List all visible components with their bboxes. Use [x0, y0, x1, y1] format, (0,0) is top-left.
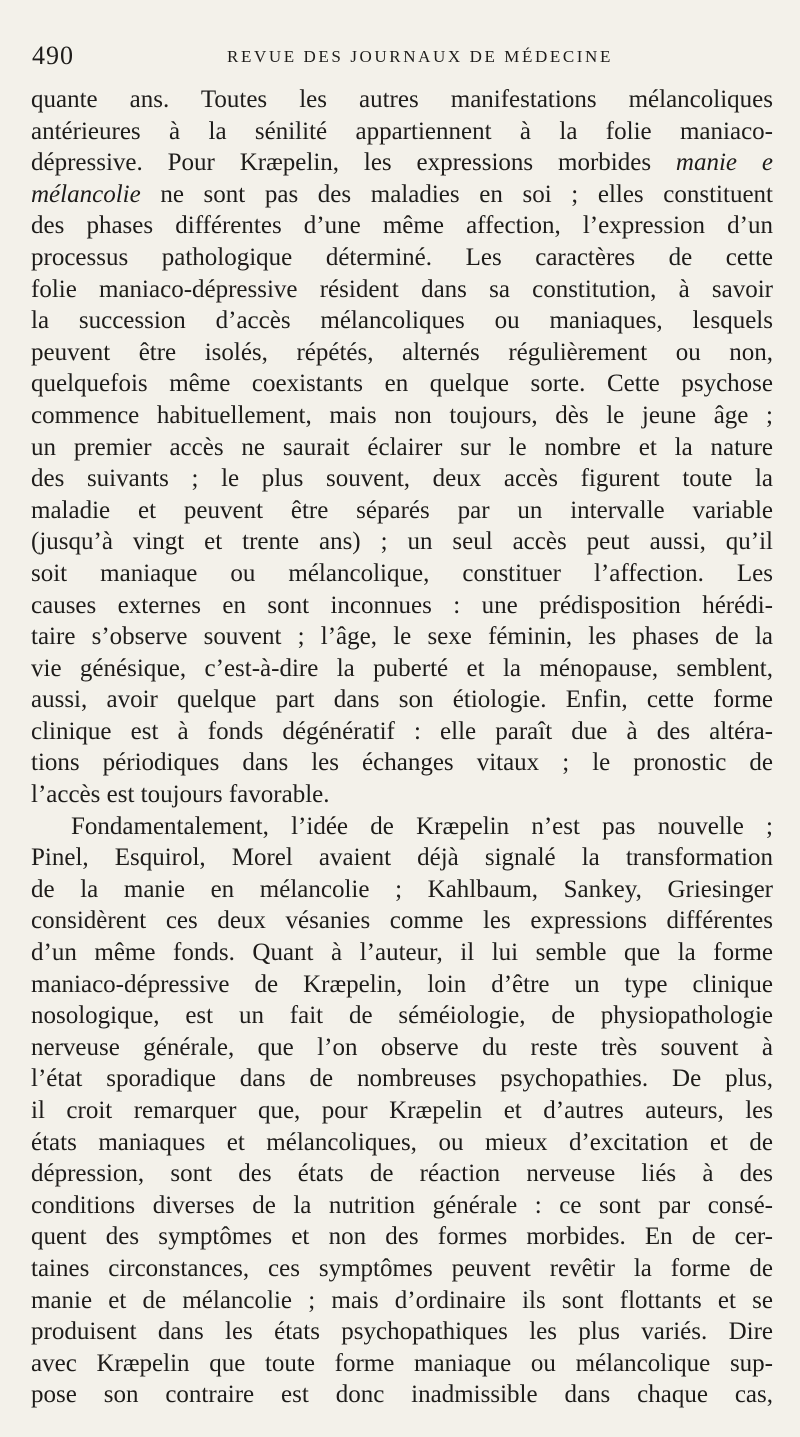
text-line: tions périodiques dans les échanges vitaux ; le pronostic de	[31, 749, 773, 777]
text-line: clinique est à fonds dégénératif : elle paraît due à des altéra-	[31, 717, 773, 745]
text-line: de la manie en mélancolie ; Kahlbaum, Sankey, Griesinger	[31, 875, 773, 903]
text-line: des suivants ; le plus souvent, deux accès figurent toute la	[31, 465, 773, 493]
text-line: Pinel, Esquirol, Morel avaient déjà signalé la transformation	[31, 844, 773, 872]
text-line: antérieures à la sénilité appartiennent à la folie maniaco-	[31, 117, 773, 145]
text-line: quent des symptômes et non des formes morbides. En de cer-	[31, 1223, 773, 1251]
text-line: conditions diverses de la nutrition générale : ce sont par consé-	[31, 1191, 773, 1219]
text-line-rest: ne sont pas des maladies en soi ; elles constituent	[140, 180, 773, 208]
text-line: quante ans. Toutes les autres manifestations mélancoliques	[31, 86, 773, 113]
running-head: REVUE DES JOURNAUX DE MÉDECINE	[227, 47, 613, 66]
page-header	[32, 38, 780, 74]
text-line: la succession d’accès mélancoliques ou maniaques, lesquels	[31, 307, 773, 335]
text-line: processus pathologique déterminé. Les caractères de cette	[31, 243, 773, 271]
text-line: commence habituellement, mais non toujours, dès le jeune âge ;	[31, 401, 773, 429]
text-line: états maniaques et mélancoliques, ou mieux d’excitation et de	[31, 1128, 773, 1156]
text-line: taines circonstances, ces symptômes peuvent revêtir la forme de	[31, 1254, 773, 1282]
paragraph-start-line: Fondamentalement, l’idée de Kræpelin n’est pas nouvelle ;	[71, 812, 773, 840]
text-line: dépression, sont des états de réaction nerveuse liés à des	[31, 1160, 773, 1188]
text-line: il croit remarquer que, pour Kræpelin et d’autres auteurs, les	[31, 1097, 773, 1124]
text-line: l’état sporadique dans de nombreuses psychopathies. De plus,	[31, 1065, 773, 1093]
italic-term-manie: manie e	[675, 149, 773, 177]
text-line	[31, 147, 773, 179]
text-line: causes externes en sont inconnues : une prédisposition hérédi-	[31, 591, 773, 619]
text-line: avec Kræpelin que toute forme maniaque ou mélancolique sup-	[31, 1349, 773, 1377]
text-line: maladie et peuvent être séparés par un intervalle variable	[31, 496, 773, 524]
text-line: pose son contraire est donc inadmissible dans chaque cas,	[31, 1381, 773, 1409]
text-line: aussi, avoir quelque part dans son étiologie. Enfin, cette forme	[31, 686, 773, 714]
text-line: vie génésique, c’est-à-dire la puberté et la ménopause, semblent,	[31, 654, 773, 682]
text-line: (jusqu’à vingt et trente ans) ; un seul accès peut aussi, qu’il	[31, 528, 773, 556]
italic-term-melancolie: mélancolie	[31, 180, 141, 208]
text-line	[31, 179, 773, 211]
text-line: folie maniaco-dépressive résident dans sa constitution, à savoir	[31, 275, 773, 303]
page-number: 490	[32, 41, 74, 70]
text-line: quelquefois même coexistants en quelque sorte. Cette psychose	[31, 370, 773, 398]
paragraph-end-line: l’accès est toujours favorable.	[31, 781, 330, 809]
text-line: manie et de mélancolie ; mais d’ordinaire ils sont flottants et se	[31, 1286, 773, 1314]
text-line: des phases différentes d’une même affection, l’expression d’un	[31, 212, 773, 240]
text-line-start: dépressive. Pour Kræpelin, les expressions morbides	[31, 149, 676, 177]
text-line: peuvent être isolés, répétés, alternés régulièrement ou non,	[31, 338, 773, 366]
text-line: nosologique, est un fait de séméiologie, de physiopathologie	[31, 1002, 773, 1030]
text-line: taire s’observe souvent ; l’âge, le sexe féminin, les phases de la	[31, 623, 773, 651]
text-line: considèrent ces deux vésanies comme les expressions différentes	[31, 907, 773, 935]
body-text	[31, 84, 773, 1411]
text-line: maniaco-dépressive de Kræpelin, loin d’être un type clinique	[31, 970, 773, 998]
text-line: soit maniaque ou mélancolique, constituer l’affection. Les	[31, 559, 773, 587]
text-line: un premier accès ne saurait éclairer sur le nombre et la nature	[31, 433, 773, 461]
text-line: d’un même fonds. Quant à l’auteur, il lui semble que la forme	[31, 939, 773, 967]
text-line: produisent dans les états psychopathiques les plus variés. Dire	[31, 1318, 773, 1346]
text-line: nerveuse générale, que l’on observe du reste très souvent à	[31, 1033, 773, 1061]
